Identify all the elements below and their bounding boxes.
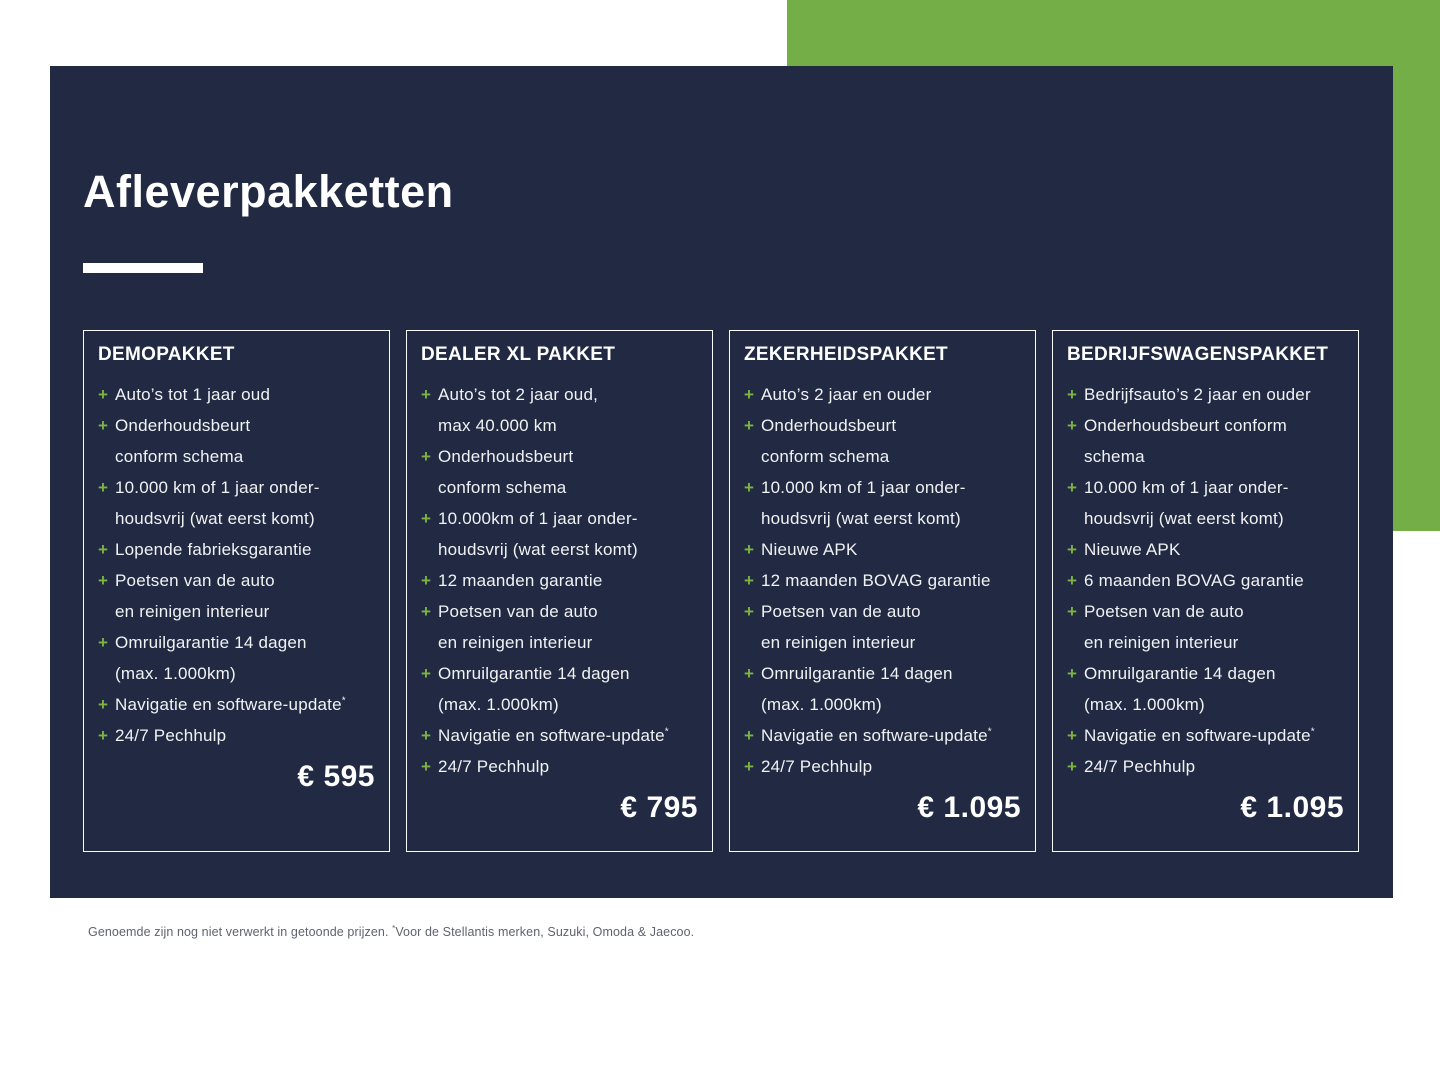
feature-line <box>744 658 1021 689</box>
feature-line <box>1067 596 1344 627</box>
asterisk-superscript: * <box>341 695 346 707</box>
plus-bullet-icon: + <box>744 757 754 776</box>
feature-text: Navigatie en software-update* <box>438 726 669 745</box>
plus-bullet-icon: + <box>421 385 431 404</box>
plus-bullet-icon: + <box>744 540 754 559</box>
package-feature-list <box>1067 379 1344 782</box>
feature-continuation-line <box>98 658 375 689</box>
feature-line <box>98 410 375 441</box>
plus-bullet-icon: + <box>1067 416 1077 435</box>
asterisk-superscript: * <box>664 726 669 738</box>
package-title: ZEKERHEIDSPAKKET <box>744 344 948 365</box>
feature-text: Onderhoudsbeurt <box>438 447 574 466</box>
feature-text: 10.000 km of 1 jaar onder- <box>115 478 320 497</box>
feature-continuation-line <box>98 503 375 534</box>
plus-bullet-icon: + <box>1067 757 1077 776</box>
feature-continuation-line <box>1067 627 1344 658</box>
feature-line <box>98 379 375 410</box>
feature-text: 12 maanden BOVAG garantie <box>761 571 991 590</box>
packages-panel <box>50 66 1393 898</box>
feature-text: houdsvrij (wat eerst komt) <box>1084 509 1284 528</box>
package-card <box>729 330 1036 852</box>
feature-text: houdsvrij (wat eerst komt) <box>438 540 638 559</box>
plus-bullet-icon: + <box>744 664 754 683</box>
feature-text: max 40.000 km <box>438 416 557 435</box>
feature-line <box>744 596 1021 627</box>
feature-text: conform schema <box>115 447 244 466</box>
feature-text: en reinigen interieur <box>761 633 916 652</box>
feature-text: Poetsen van de auto <box>761 602 921 621</box>
feature-line <box>421 596 698 627</box>
feature-text: Onderhoudsbeurt conform <box>1084 416 1288 435</box>
feature-line <box>421 565 698 596</box>
feature-line <box>744 751 1021 782</box>
feature-continuation-line <box>421 627 698 658</box>
feature-line <box>98 472 375 503</box>
feature-continuation-line <box>1067 503 1344 534</box>
feature-text: Auto’s 2 jaar en ouder <box>761 385 932 404</box>
feature-text: en reinigen interieur <box>1084 633 1239 652</box>
feature-line <box>98 627 375 658</box>
plus-bullet-icon: + <box>744 416 754 435</box>
feature-text: 24/7 Pechhulp <box>438 757 550 776</box>
feature-text: (max. 1.000km) <box>438 695 559 714</box>
feature-text: Omruilgarantie 14 dagen <box>761 664 953 683</box>
package-price: € 1.095 <box>1240 791 1344 824</box>
plus-bullet-icon: + <box>421 602 431 621</box>
feature-continuation-line <box>744 627 1021 658</box>
plus-bullet-icon: + <box>98 633 108 652</box>
feature-line <box>98 720 375 751</box>
plus-bullet-icon: + <box>1067 385 1077 404</box>
plus-bullet-icon: + <box>98 416 108 435</box>
feature-line <box>744 565 1021 596</box>
package-feature-list <box>421 379 698 782</box>
feature-line <box>98 534 375 565</box>
feature-text: (max. 1.000km) <box>1084 695 1205 714</box>
plus-bullet-icon: + <box>421 571 431 590</box>
package-price: € 1.095 <box>917 791 1021 824</box>
feature-text: 6 maanden BOVAG garantie <box>1084 571 1304 590</box>
feature-line <box>744 534 1021 565</box>
plus-bullet-icon: + <box>98 385 108 404</box>
plus-bullet-icon: + <box>1067 571 1077 590</box>
package-title: BEDRIJFSWAGENSPAKKET <box>1067 344 1329 365</box>
feature-line <box>1067 534 1344 565</box>
feature-text: Onderhoudsbeurt <box>761 416 897 435</box>
feature-text: Bedrijfsauto’s 2 jaar en ouder <box>1084 385 1311 404</box>
feature-text: conform schema <box>761 447 890 466</box>
plus-bullet-icon: + <box>744 726 754 745</box>
feature-text: Onderhoudsbeurt <box>115 416 251 435</box>
feature-text: Poetsen van de auto <box>438 602 598 621</box>
feature-text: Auto’s tot 2 jaar oud, <box>438 385 599 404</box>
feature-continuation-line <box>1067 441 1344 472</box>
package-title: DEMOPAKKET <box>98 344 235 365</box>
feature-text: 24/7 Pechhulp <box>761 757 873 776</box>
feature-text: 24/7 Pechhulp <box>115 726 227 745</box>
feature-continuation-line <box>98 441 375 472</box>
feature-line <box>1067 751 1344 782</box>
asterisk-superscript: * <box>1310 726 1315 738</box>
feature-line <box>421 503 698 534</box>
plus-bullet-icon: + <box>98 695 108 714</box>
asterisk-superscript: * <box>987 726 992 738</box>
plus-bullet-icon: + <box>1067 726 1077 745</box>
package-feature-list <box>744 379 1021 782</box>
feature-text: 12 maanden garantie <box>438 571 603 590</box>
feature-continuation-line <box>1067 689 1344 720</box>
feature-text: Lopende fabrieksgarantie <box>115 540 312 559</box>
feature-continuation-line <box>421 410 698 441</box>
package-price: € 795 <box>620 791 698 824</box>
feature-line <box>1067 472 1344 503</box>
feature-line <box>1067 379 1344 410</box>
feature-line <box>1067 565 1344 596</box>
feature-text: Auto’s tot 1 jaar oud <box>115 385 271 404</box>
plus-bullet-icon: + <box>421 509 431 528</box>
plus-bullet-icon: + <box>1067 664 1077 683</box>
feature-line <box>421 658 698 689</box>
plus-bullet-icon: + <box>1067 540 1077 559</box>
package-cards-row <box>83 330 1359 852</box>
feature-continuation-line <box>421 689 698 720</box>
feature-line <box>744 720 1021 751</box>
feature-text: houdsvrij (wat eerst komt) <box>115 509 315 528</box>
feature-line <box>1067 720 1344 751</box>
feature-text: schema <box>1084 447 1145 466</box>
feature-continuation-line <box>744 689 1021 720</box>
feature-line <box>98 565 375 596</box>
feature-text: Navigatie en software-update* <box>115 695 346 714</box>
plus-bullet-icon: + <box>421 757 431 776</box>
feature-line <box>421 751 698 782</box>
feature-text: Navigatie en software-update* <box>1084 726 1315 745</box>
feature-text: 10.000km of 1 jaar onder- <box>438 509 638 528</box>
plus-bullet-icon: + <box>421 664 431 683</box>
feature-text: (max. 1.000km) <box>761 695 882 714</box>
feature-text: Nieuwe APK <box>761 540 858 559</box>
feature-text: Omruilgarantie 14 dagen <box>1084 664 1276 683</box>
package-card <box>406 330 713 852</box>
feature-text: en reinigen interieur <box>438 633 593 652</box>
plus-bullet-icon: + <box>98 726 108 745</box>
plus-bullet-icon: + <box>744 478 754 497</box>
feature-text: (max. 1.000km) <box>115 664 236 683</box>
feature-text: en reinigen interieur <box>115 602 270 621</box>
feature-text: Omruilgarantie 14 dagen <box>438 664 630 683</box>
feature-text: 24/7 Pechhulp <box>1084 757 1196 776</box>
plus-bullet-icon: + <box>98 540 108 559</box>
package-price: € 595 <box>297 760 375 793</box>
page-title: Afleverpakketten <box>83 166 454 217</box>
feature-line <box>98 689 375 720</box>
package-feature-list <box>98 379 375 751</box>
plus-bullet-icon: + <box>1067 602 1077 621</box>
feature-line <box>1067 658 1344 689</box>
feature-continuation-line <box>744 441 1021 472</box>
feature-text: Poetsen van de auto <box>1084 602 1244 621</box>
feature-line <box>421 441 698 472</box>
plus-bullet-icon: + <box>98 478 108 497</box>
feature-text: Poetsen van de auto <box>115 571 275 590</box>
feature-text: Nieuwe APK <box>1084 540 1181 559</box>
plus-bullet-icon: + <box>421 447 431 466</box>
feature-line <box>1067 410 1344 441</box>
feature-line <box>421 379 698 410</box>
package-card <box>83 330 390 852</box>
plus-bullet-icon: + <box>744 385 754 404</box>
plus-bullet-icon: + <box>744 602 754 621</box>
asterisk-superscript: * <box>392 923 396 933</box>
feature-text: 10.000 km of 1 jaar onder- <box>761 478 966 497</box>
feature-continuation-line <box>744 503 1021 534</box>
feature-text: conform schema <box>438 478 567 497</box>
plus-bullet-icon: + <box>1067 478 1077 497</box>
feature-line <box>744 410 1021 441</box>
feature-continuation-line <box>98 596 375 627</box>
title-underline <box>83 263 203 273</box>
plus-bullet-icon: + <box>98 571 108 590</box>
feature-text: houdsvrij (wat eerst komt) <box>761 509 961 528</box>
feature-continuation-line <box>421 472 698 503</box>
feature-text: Omruilgarantie 14 dagen <box>115 633 307 652</box>
feature-line <box>744 472 1021 503</box>
feature-text: 10.000 km of 1 jaar onder- <box>1084 478 1289 497</box>
feature-line <box>744 379 1021 410</box>
feature-text: Navigatie en software-update* <box>761 726 992 745</box>
plus-bullet-icon: + <box>421 726 431 745</box>
feature-continuation-line <box>421 534 698 565</box>
package-title: DEALER XL PAKKET <box>421 344 616 365</box>
package-card <box>1052 330 1359 852</box>
feature-line <box>421 720 698 751</box>
plus-bullet-icon: + <box>744 571 754 590</box>
footnote: Genoemde zijn nog niet verwerkt in getoonde prijzen. *Voor de Stellantis merken, Suzuki, Omoda & Jaecoo. <box>88 923 695 939</box>
